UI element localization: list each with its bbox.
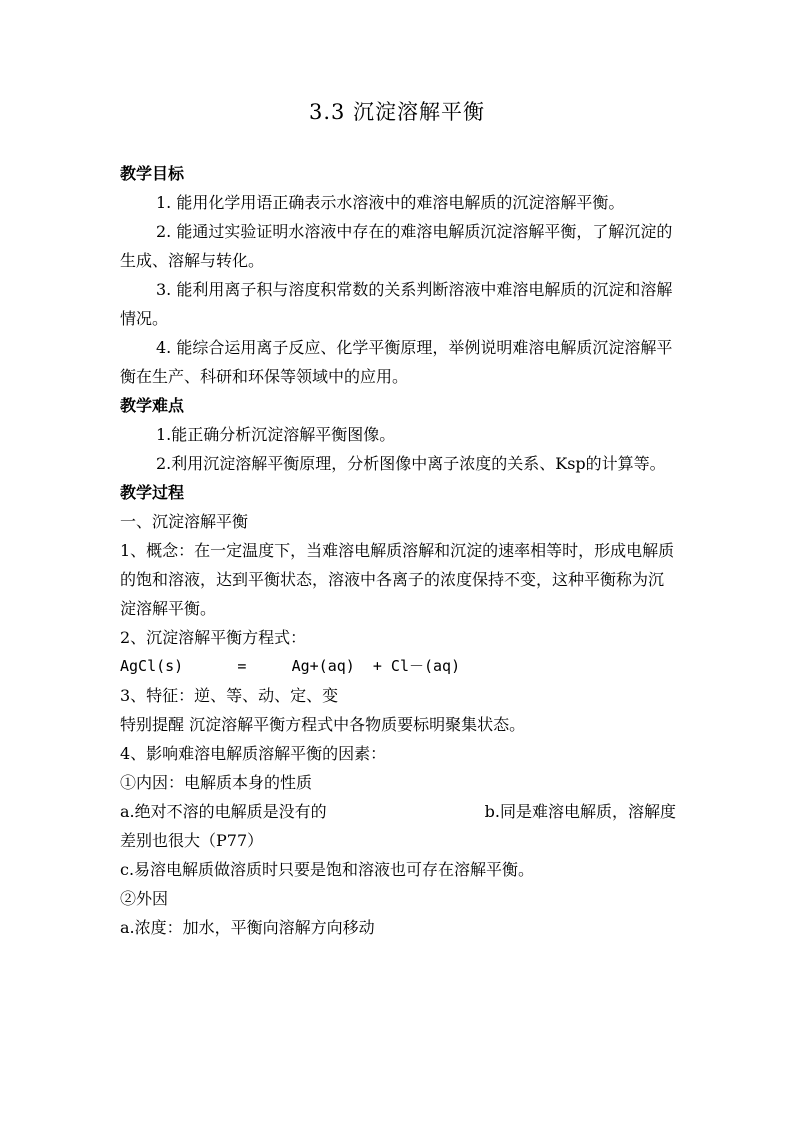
external-factor: ②外因	[120, 889, 169, 908]
goal-item-2: 2. 能通过实验证明水溶液中存在的难溶电解质沉淀溶解平衡，了解沉淀的生成、溶解与转化。	[120, 222, 673, 270]
factor-items-row	[120, 797, 676, 826]
part1-heading: 一、沉淀溶解平衡	[120, 512, 249, 531]
difficulty-item-2: 2.利用沉淀溶解平衡原理，分析图像中离子浓度的关系、Ksp的计算等。	[156, 454, 666, 473]
features-line: 3、特征：逆、等、动、定、变	[120, 686, 339, 705]
item-b-continuation: 差别也很大（P77）	[120, 831, 264, 850]
item-b: b.同是难溶电解质，溶解度	[484, 802, 676, 821]
factors-heading: 4、影响难溶电解质溶解平衡的因素：	[120, 744, 387, 763]
page-title: 3.3 沉淀溶解平衡	[308, 100, 486, 124]
document-body	[120, 159, 676, 942]
equilibrium-equation: AgCl(s) = Ag+(aq) + Cl－(aq)	[120, 657, 461, 675]
special-tip: 特别提醒 沉淀溶解平衡方程式中各物质要标明聚集状态。	[120, 715, 526, 734]
goals-heading: 教学目标	[120, 164, 185, 183]
goal-item-4: 4. 能综合运用离子反应、化学平衡原理，举例说明难溶电解质沉淀溶解平衡在生产、科研和环保等领域中的应用。	[120, 338, 673, 386]
goal-item-1: 1. 能用化学用语正确表示水溶液中的难溶电解质的沉淀溶解平衡。	[156, 193, 625, 212]
goal-item-3: 3. 能利用离子积与溶度积常数的关系判断溶液中难溶电解质的沉淀和溶解情况。	[120, 280, 673, 328]
difficulty-item-1: 1.能正确分析沉淀溶解平衡图像。	[156, 425, 396, 444]
internal-factor: ①内因：电解质本身的性质	[120, 773, 313, 792]
equation-heading: 2、沉淀溶解平衡方程式：	[120, 628, 307, 647]
item-a: a.绝对不溶的电解质是没有的	[120, 802, 327, 821]
external-item-a: a.浓度：加水，平衡向溶解方向移动	[120, 918, 375, 937]
difficulty-heading: 教学难点	[120, 396, 185, 415]
item-c: c.易溶电解质做溶质时只要是饱和溶液也可存在溶解平衡。	[120, 860, 535, 879]
concept-paragraph: 1、概念：在一定温度下，当难溶电解质溶解和沉淀的速率相等时，形成电解质的饱和溶液，达到平衡状态，溶液中各离子的浓度保持不变，这种平衡称为沉淀溶解平衡。	[120, 541, 675, 618]
process-heading: 教学过程	[120, 483, 185, 502]
